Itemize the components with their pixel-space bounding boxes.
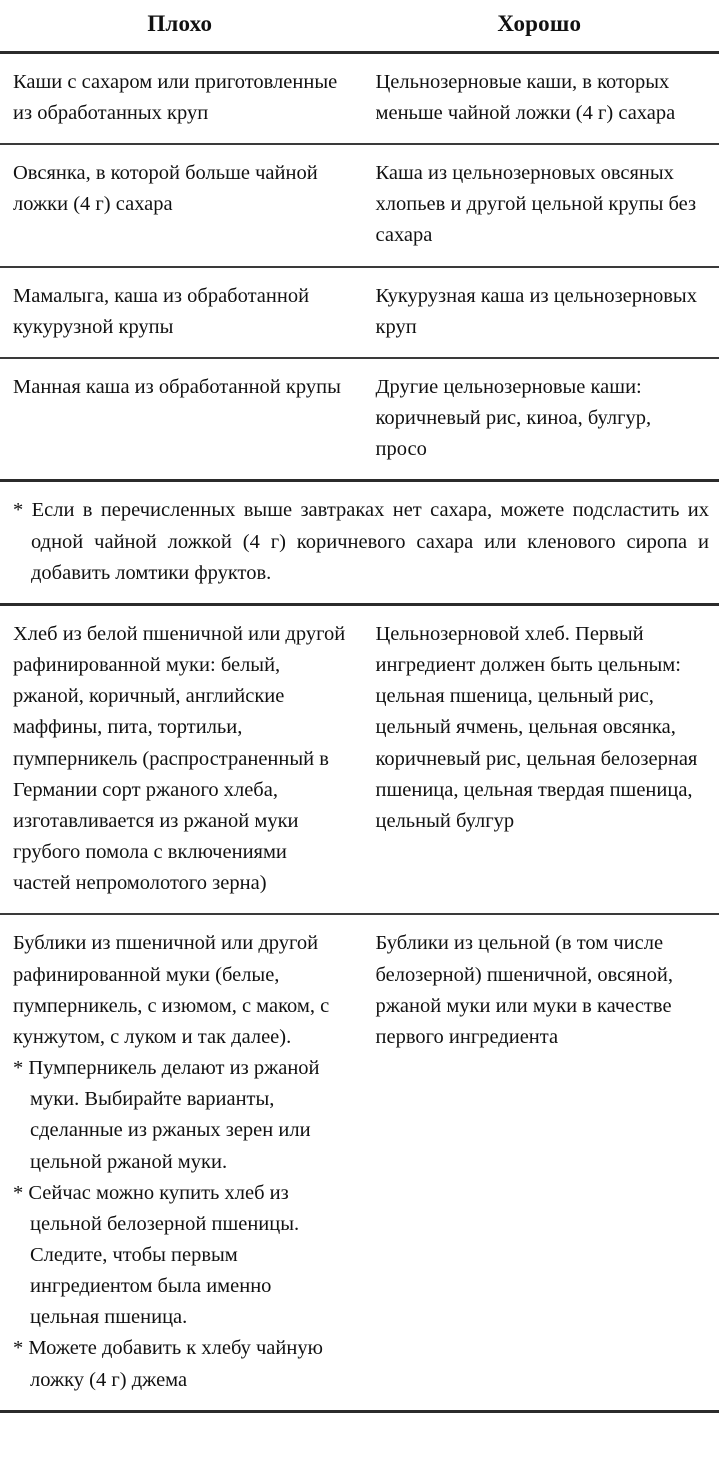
table-header-row <box>0 0 719 51</box>
cell-good: Цельнозерновые каши, в которых меньше чайной ложки (4 г) сахара <box>375 70 676 124</box>
table-row-bagel <box>0 915 719 1409</box>
table-row-bread <box>0 606 719 913</box>
cell-good: Кукурузная каша из цельнозерновых круп <box>375 284 697 338</box>
cell-good: Бублики из цельной (в том числе белозерной) пшеничной, овсяной, ржаной муки или муки в качестве первого ингредиента <box>375 932 674 1048</box>
cell-bad-note-1: * Пумперникель делают из ржаной муки. Выбирайте варианты, сделанные из ржаных зерен или цельной ржаной муки. <box>13 1057 320 1173</box>
cell-bad: Мамалыга, каша из обработанной кукурузной крупы <box>13 284 310 338</box>
column-header-bad: Плохо <box>147 11 213 36</box>
cell-bad <box>0 915 360 1409</box>
footnote-text: * Если в перечисленных выше завтраках нет сахара, можете подсластить их одной чайной ложкой (4 г) коричневого сахара или кленового сиропа и добавить ломтики фруктов. <box>13 499 709 585</box>
cell-bad-note-2: * Сейчас можно купить хлеб из цельной белозерной пшеницы. Следите, чтобы первым ингредиентом была именно цельная пшеница. <box>13 1181 300 1329</box>
table-row <box>0 54 719 143</box>
column-header-good: Хорошо <box>497 11 582 36</box>
cell-bad: Каши с сахаром или приготовленные из обработанных круп <box>13 70 338 124</box>
cell-good: Другие цельнозерновые каши: коричневый рис, киноа, булгур, просо <box>375 375 652 461</box>
cell-bad: Манная каша из обработанной крупы <box>13 375 341 398</box>
table-bottom-rule <box>0 1410 719 1413</box>
table-row <box>0 359 719 479</box>
cell-good: Цельнозерновой хлеб. Первый ингредиент должен быть цельным: цельная пшеница, цельный рис, цельный ячмень, цельная овсянка, коричневый рис, цельная белозерная пшеница, цельная твердая пшеница, цельный булгур <box>375 623 698 832</box>
cell-bad: Хлеб из белой пшеничной или другой рафинированной муки: белый, ржаной, коричный, английские маффины, пита, тортильи, пумперникель (распространенный в Германии сорт ржаного хлеба, изготавливается из ржаной муки грубого помола с включениями частей непромолотого зерна) <box>13 623 346 895</box>
cell-bad-note-3: * Можете добавить к хлебу чайную ложку (4 г) джема <box>13 1337 323 1391</box>
cell-bad-main-text: Бублики из пшеничной или другой рафинированной муки (белые, пумперникель, с изюмом, с маком, с кунжутом, с луком и так далее). <box>13 932 330 1048</box>
cell-bad: Овсянка, в которой больше чайной ложки (4 г) сахара <box>13 162 318 216</box>
cell-good: Каша из цельнозерновых овсяных хлопьев и другой цельной крупы без сахара <box>375 162 697 247</box>
table-row <box>0 145 719 265</box>
table-row <box>0 268 719 357</box>
footnote-band <box>0 482 719 603</box>
